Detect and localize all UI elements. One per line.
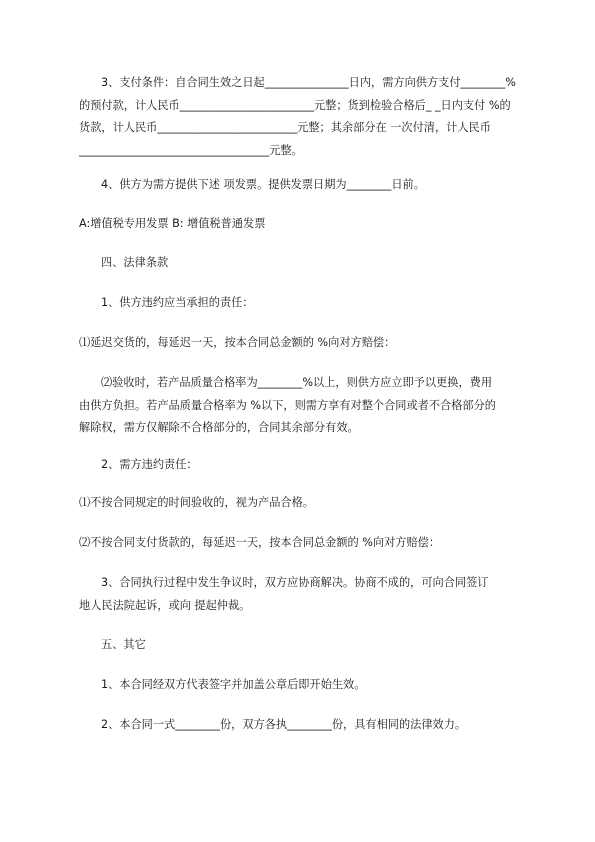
payment-terms-line-3: 货款，计人民币_________________________元整；其余部分在 一次付清，计人民币 [79,121,491,134]
payment-terms-line-2: 的预付款，计人民币________________________元整；货到检验合格后_ _日内支付 %的 [79,98,511,112]
quality-clause-line-2: 由供方负担。若产品质量合格率为 %以下，则需方享有对整个合同或者不合格部分的 [79,398,496,412]
invoice-paragraph: 4、供方为需方提供下述 项发票。提供发票日期为________日前。 [101,178,425,191]
quality-clause-line-1: ⑵验收时，若产品质量合格率为________%以上，则供方应立即予以更换，费用 [101,376,493,389]
acceptance-clause: ⑴不按合同规定的时间验收的，视为产品合格。 [79,496,314,509]
copies-clause: 2、本合同一式________份，双方各执________份，具有相同的法律效力。 [101,718,467,731]
quality-clause-line-3: 解除权，需方仅解除不合格部分的，合同其余部分有效。 [79,421,359,434]
dispute-clause-line-1: 3、合同执行过程中发生争议时，双方应协商解决。协商不成的，可向合同签订 [101,576,489,589]
payment-terms-paragraph [79,72,516,162]
invoice-types: A:增值税专用发票 B: 增值税普通发票 [79,217,266,230]
late-delivery-clause: ⑴延迟交货的，每延迟一天，按本合同总金额的 %向对方赔偿： [79,336,396,349]
supplier-liability-heading: 1、供方违约应当承担的责任： [101,296,254,309]
effective-clause: 1、本合同经双方代表签字并加盖公章后即开始生效。 [101,678,366,691]
late-payment-clause: ⑵不按合同支付货款的，每延迟一天，按本合同总金额的 %向对方赔偿： [79,536,441,549]
section-heading-other: 五、其它 [101,638,146,651]
section-heading-legal-terms: 四、法律条款 [101,256,169,269]
quality-clause-paragraph [79,372,516,440]
payment-terms-line-1: 3、支付条件：自合同生效之日起_______________日内，需方向供方支付________% [101,76,516,89]
dispute-clause-line-2: 地人民法院起诉，或向 提起仲裁。 [79,598,251,612]
payment-terms-line-4: __________________________________元整。 [79,143,303,157]
dispute-clause-paragraph [79,572,516,617]
buyer-liability-heading: 2、需方违约责任： [101,458,198,471]
